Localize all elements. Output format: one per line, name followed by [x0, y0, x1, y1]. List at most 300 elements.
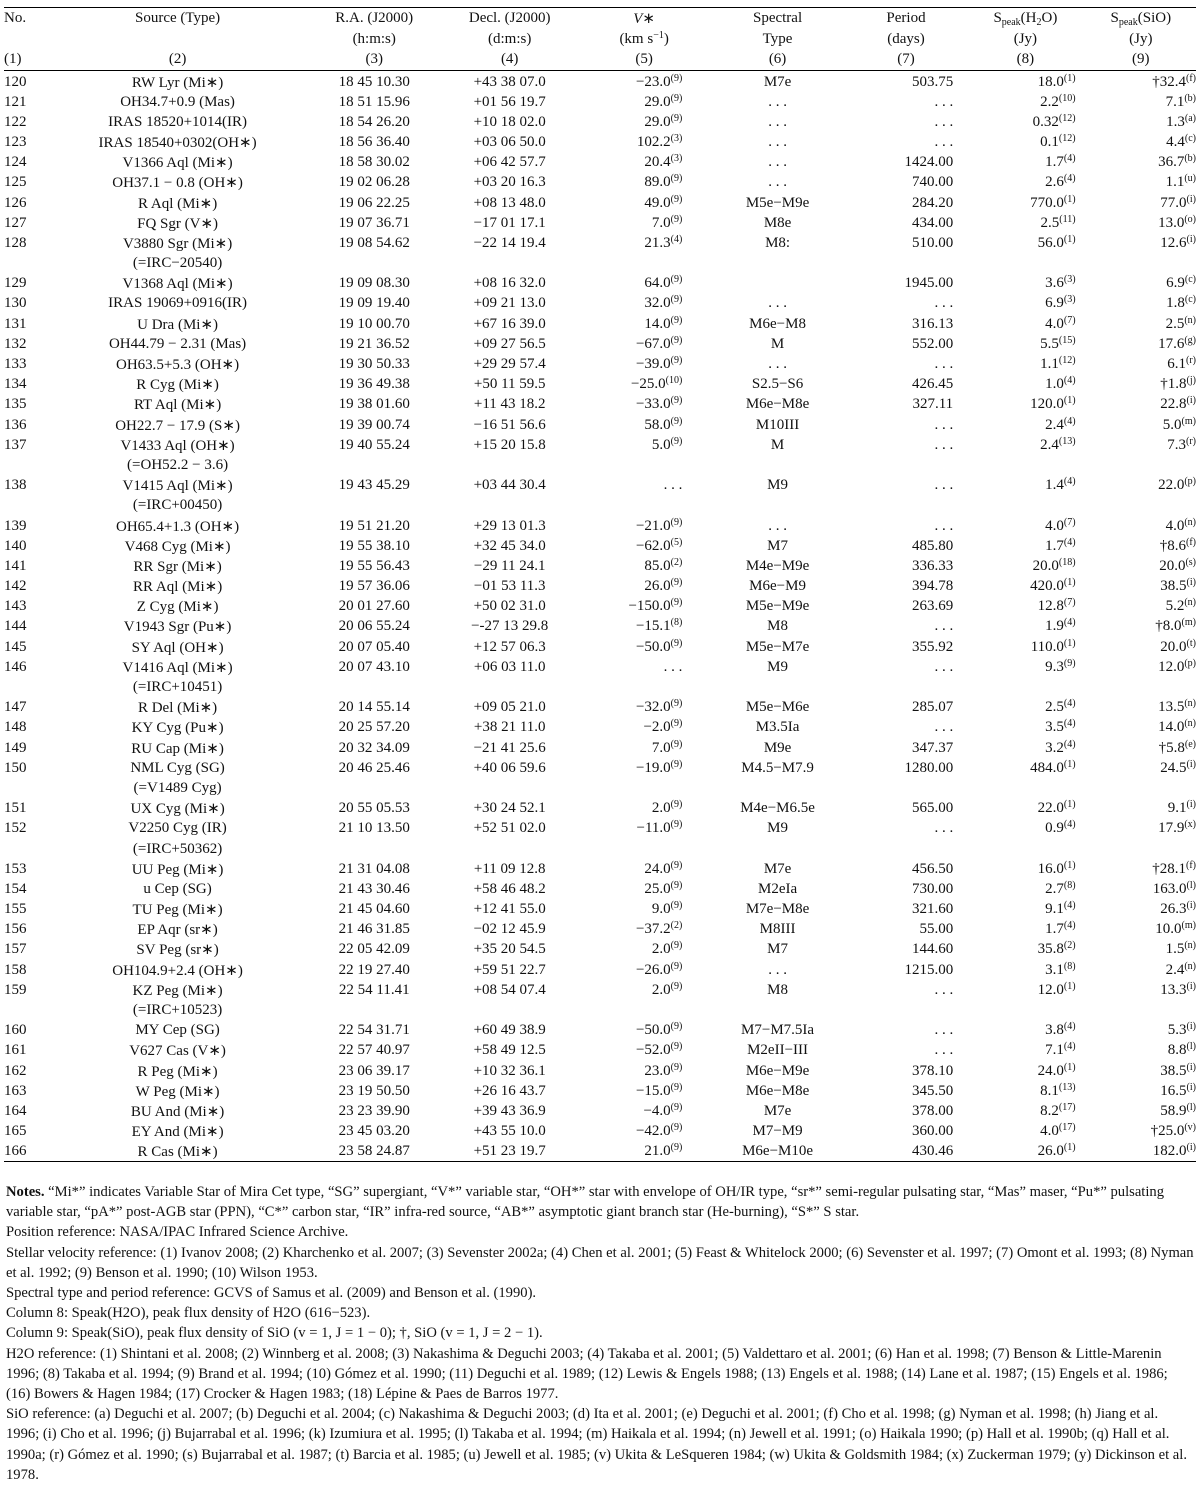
- cell-sio-flux: [1086, 778, 1196, 798]
- cell-number: [4, 213, 46, 233]
- cell-sio-flux: [1086, 455, 1196, 475]
- cell-dec-value: +58 46 48.2: [473, 880, 546, 897]
- cell-sio-flux-value: 6.1: [1167, 356, 1186, 373]
- cell-number: [4, 153, 46, 173]
- cell-period: [847, 496, 965, 516]
- cell-spectral-type-value: . . .: [768, 517, 787, 534]
- cell-h2o-flux-value: 5.5: [1040, 335, 1059, 352]
- cell-dec-value: +10 18 02.0: [473, 113, 546, 130]
- cell-sio-flux: [1086, 1000, 1196, 1020]
- cell-sio-flux-ref: (i): [1186, 1021, 1196, 1033]
- cell-velocity-ref: (9): [670, 355, 683, 367]
- cell-ra: [309, 314, 439, 334]
- cell-period-value: 1215.00: [904, 961, 954, 978]
- cell-source-value: V1943 Sgr (Pu∗): [123, 619, 232, 636]
- cell-h2o-flux-value: 1.1: [1040, 356, 1059, 373]
- cell-source-value: OH37.1 − 0.8 (OH∗): [112, 175, 243, 192]
- cell-number-value: 144: [4, 618, 27, 635]
- cell-h2o-flux: [965, 112, 1085, 132]
- cell-dec-value: −02 12 45.9: [473, 921, 546, 938]
- cell-period-value: 355.92: [911, 638, 954, 655]
- cell-number-value: 142: [4, 578, 27, 595]
- cell-source: [46, 496, 309, 516]
- cell-sio-flux: [1086, 415, 1196, 435]
- cell-ra-value: 19 39 00.74: [338, 416, 410, 433]
- cell-ra: [309, 213, 439, 233]
- cell-period: [847, 1101, 965, 1121]
- cell-sio-flux: [1086, 132, 1196, 152]
- cell-period-value: 327.11: [912, 396, 954, 413]
- cell-dec-value: +51 23 19.7: [473, 1143, 546, 1160]
- cell-sio-flux: [1086, 375, 1196, 395]
- cell-period-value: . . .: [934, 93, 954, 110]
- cell-dec: [439, 1142, 579, 1162]
- cell-source: [46, 1000, 309, 1020]
- table-row: [4, 637, 1196, 657]
- cell-dec: [439, 718, 579, 738]
- cell-source-value: SY Aql (OH∗): [131, 639, 224, 656]
- cell-dec: [439, 980, 579, 1000]
- cell-number: [4, 334, 46, 354]
- cell-number: [4, 1122, 46, 1142]
- cell-h2o-flux-ref: (17): [1058, 1122, 1076, 1134]
- table-row: [4, 839, 1196, 859]
- cell-dec-value: +03 06 50.0: [473, 133, 546, 150]
- maser-source-table: [4, 7, 1196, 1162]
- cell-ra: [309, 233, 439, 253]
- cell-dec: [439, 496, 579, 516]
- cell-number: [4, 112, 46, 132]
- cell-velocity-ref: (9): [670, 435, 683, 447]
- cell-dec: [439, 778, 579, 798]
- cell-sio-flux-ref: (f): [1186, 859, 1196, 871]
- cell-source: [46, 900, 309, 920]
- cell-h2o-flux: [965, 940, 1085, 960]
- cell-dec-value: +43 55 10.0: [473, 1123, 546, 1140]
- table-row: [4, 1041, 1196, 1061]
- cell-velocity-value: 21.0: [644, 1143, 671, 1160]
- cell-velocity: [580, 112, 708, 132]
- cell-h2o-flux: [965, 1000, 1085, 1020]
- cell-source-value: TU Peg (Mi∗): [132, 902, 223, 919]
- cell-ra: [309, 153, 439, 173]
- cell-ra-value: 23 23 39.90: [338, 1102, 410, 1119]
- cell-velocity-ref: (9): [670, 1081, 683, 1093]
- cell-ra: [309, 536, 439, 556]
- cell-source-value: V627 Cas (V∗): [129, 1043, 226, 1060]
- cell-ra: [309, 1081, 439, 1101]
- cell-spectral-type-value: . . .: [768, 154, 787, 171]
- cell-h2o-flux: [965, 294, 1085, 314]
- cell-source: [46, 71, 309, 93]
- cell-spectral-type: [708, 778, 846, 798]
- cell-ra-value: 19 57 36.06: [338, 578, 410, 595]
- cell-source-value: KY Cyg (Pu∗): [131, 720, 224, 737]
- cell-source-value: (=IRC+50362): [132, 840, 223, 857]
- cell-spectral-type-value: M8III: [759, 921, 796, 938]
- cell-number-value: 162: [4, 1062, 27, 1079]
- cell-period-value: 360.00: [911, 1123, 954, 1140]
- cell-dec-value: −17 01 17.1: [473, 214, 546, 231]
- cell-ra-value: 21 45 04.60: [338, 901, 410, 918]
- cell-velocity-value: −39.0: [635, 356, 671, 373]
- cell-velocity-value: 21.3: [644, 234, 671, 251]
- cell-sio-flux: [1086, 980, 1196, 1000]
- cell-sio-flux-ref: (m): [1181, 415, 1196, 427]
- col-number-4: (4): [500, 51, 519, 68]
- cell-h2o-flux-value: 484.0: [1030, 759, 1064, 776]
- cell-h2o-flux-ref: (17): [1058, 1101, 1076, 1113]
- cell-source: [46, 597, 309, 617]
- cell-velocity: [580, 556, 708, 576]
- cell-sio-flux-value: 5.0: [1162, 416, 1182, 433]
- cell-period: [847, 294, 965, 314]
- cell-velocity-ref: (9): [670, 213, 683, 225]
- cell-number-value: 132: [4, 335, 27, 352]
- cell-period-value: 144.60: [911, 941, 954, 958]
- cell-sio-flux-value: 26.3: [1160, 901, 1187, 918]
- cell-period-value: 316.13: [911, 315, 954, 332]
- cell-velocity: [580, 516, 708, 536]
- cell-dec: [439, 476, 579, 496]
- cell-sio-flux-ref: (e): [1184, 738, 1196, 750]
- cell-dec: [439, 274, 579, 294]
- cell-period-value: . . .: [934, 436, 954, 453]
- col-period-unit: (days): [887, 30, 925, 47]
- cell-ra: [309, 92, 439, 112]
- cell-number: [4, 657, 46, 677]
- cell-velocity-ref: (4): [670, 233, 683, 245]
- cell-dec-value: +03 20 16.3: [473, 174, 546, 191]
- table-row: [4, 395, 1196, 415]
- cell-spectral-type-value: M: [770, 335, 785, 352]
- cell-dec-value: +38 21 11.0: [473, 719, 546, 736]
- cell-sio-flux: [1086, 1081, 1196, 1101]
- cell-h2o-flux-value: 1.7: [1045, 921, 1064, 938]
- cell-source-value: EY And (Mi∗): [131, 1124, 224, 1141]
- cell-velocity-ref: (9): [670, 1061, 683, 1073]
- cell-source: [46, 334, 309, 354]
- cell-sio-flux-ref: (f): [1186, 536, 1196, 548]
- cell-velocity-ref: (9): [670, 173, 683, 185]
- cell-dec: [439, 556, 579, 576]
- table-row: [4, 193, 1196, 213]
- cell-sio-flux-ref: (g): [1184, 334, 1196, 346]
- cell-h2o-flux-value: 4.0: [1045, 315, 1064, 332]
- cell-number: [4, 980, 46, 1000]
- cell-period: [847, 132, 965, 152]
- cell-sio-flux: [1086, 193, 1196, 213]
- cell-sio-flux-value: †8.6: [1159, 537, 1186, 554]
- cell-period-value: 321.60: [911, 901, 954, 918]
- cell-sio-flux: [1086, 799, 1196, 819]
- cell-velocity-ref: (10): [665, 375, 683, 387]
- cell-velocity-ref: (9): [670, 516, 683, 528]
- cell-velocity-value: −50.0: [635, 638, 671, 655]
- cell-number-value: 156: [4, 921, 27, 938]
- cell-velocity: [580, 677, 708, 697]
- table-row: [4, 960, 1196, 980]
- cell-period-value: 263.69: [911, 598, 954, 615]
- cell-velocity: [580, 617, 708, 637]
- cell-period-value: . . .: [934, 133, 954, 150]
- cell-source: [46, 577, 309, 597]
- cell-spectral-type: [708, 92, 846, 112]
- cell-spectral-type: [708, 193, 846, 213]
- cell-period-value: . . .: [934, 618, 954, 635]
- cell-spectral-type-value: M9: [767, 820, 788, 837]
- cell-number: [4, 1041, 46, 1061]
- cell-number: [4, 637, 46, 657]
- cell-h2o-flux-ref: (4): [1063, 819, 1076, 831]
- cell-h2o-flux-value: 12.0: [1037, 981, 1064, 998]
- cell-source-value: W Peg (Mi∗): [135, 1083, 220, 1100]
- cell-sio-flux: [1086, 173, 1196, 193]
- cell-number-value: 152: [4, 820, 27, 837]
- cell-period: [847, 476, 965, 496]
- cell-h2o-flux: [965, 819, 1085, 839]
- cell-h2o-flux: [965, 395, 1085, 415]
- cell-source-value: u Cep (SG): [143, 880, 212, 897]
- table-row: [4, 132, 1196, 152]
- cell-velocity-ref: (9): [670, 637, 683, 649]
- cell-velocity: [580, 698, 708, 718]
- cell-ra-value: 20 07 43.10: [338, 658, 410, 675]
- cell-spectral-type-value: M6e−M9: [749, 578, 806, 595]
- cell-number: [4, 758, 46, 778]
- cell-h2o-flux-value: 2.5: [1040, 214, 1060, 231]
- cell-ra: [309, 900, 439, 920]
- cell-h2o-flux: [965, 799, 1085, 819]
- cell-velocity: [580, 1061, 708, 1081]
- cell-spectral-type-value: M8:: [765, 234, 791, 251]
- cell-velocity-value: −4.0: [643, 1102, 671, 1119]
- cell-source-value: RR Aql (Mi∗): [132, 579, 223, 596]
- cell-dec: [439, 112, 579, 132]
- cell-dec: [439, 71, 579, 93]
- cell-number-value: 160: [4, 1022, 27, 1039]
- cell-dec: [439, 960, 579, 980]
- cell-ra: [309, 738, 439, 758]
- cell-velocity: [580, 455, 708, 475]
- cell-dec-value: +06 42 57.7: [473, 154, 546, 171]
- table-row: [4, 536, 1196, 556]
- cell-h2o-flux: [965, 71, 1085, 93]
- cell-h2o-flux-value: 2.4: [1040, 436, 1059, 453]
- cell-velocity-ref: (9): [670, 879, 683, 891]
- cell-period-value: . . .: [934, 416, 954, 433]
- cell-velocity: [580, 738, 708, 758]
- table-notes: [6, 1182, 1194, 1485]
- cell-sio-flux-value: 5.3: [1167, 1022, 1187, 1039]
- cell-h2o-flux: [965, 1041, 1085, 1061]
- cell-h2o-flux: [965, 698, 1085, 718]
- cell-number-value: 120: [4, 74, 27, 90]
- cell-spectral-type: [708, 900, 846, 920]
- cell-h2o-flux-ref: (1): [1063, 1061, 1076, 1073]
- cell-source-value: R Del (Mi∗): [137, 700, 218, 717]
- cell-sio-flux-ref: (n): [1184, 960, 1196, 972]
- cell-velocity: [580, 354, 708, 374]
- cell-dec: [439, 758, 579, 778]
- cell-sio-flux-ref: (x): [1184, 819, 1196, 831]
- cell-sio-flux-ref: (i): [1186, 577, 1196, 589]
- cell-ra: [309, 476, 439, 496]
- cell-spectral-type-value: M8e: [763, 214, 792, 231]
- cell-period-value: . . .: [934, 477, 954, 494]
- cell-velocity-ref: (9): [670, 1101, 683, 1113]
- cell-h2o-flux-value: 0.1: [1040, 133, 1059, 150]
- cell-ra: [309, 698, 439, 718]
- cell-h2o-flux-value: 4.0: [1040, 1123, 1059, 1140]
- cell-spectral-type: [708, 698, 846, 718]
- cell-ra: [309, 758, 439, 778]
- col-number-8: (8): [1016, 51, 1035, 68]
- cell-period-value: . . .: [934, 820, 954, 837]
- table-row: [4, 758, 1196, 778]
- cell-h2o-flux-ref: (15): [1058, 334, 1076, 346]
- cell-sio-flux: [1086, 334, 1196, 354]
- cell-sio-flux: [1086, 617, 1196, 637]
- cell-spectral-type-value: M9: [767, 658, 788, 675]
- cell-velocity-ref: (9): [670, 738, 683, 750]
- cell-dec-value: −16 51 56.6: [473, 416, 546, 433]
- cell-period-value: 740.00: [911, 174, 954, 191]
- cell-velocity-value: −37.2: [635, 921, 671, 938]
- cell-dec: [439, 92, 579, 112]
- cell-spectral-type: [708, 132, 846, 152]
- cell-velocity-ref: (8): [670, 617, 683, 629]
- cell-spectral-type: [708, 173, 846, 193]
- cell-sio-flux-value: 20.0: [1159, 557, 1186, 574]
- cell-ra: [309, 334, 439, 354]
- cell-dec: [439, 1081, 579, 1101]
- cell-h2o-flux: [965, 577, 1085, 597]
- notes-h2o-references: H2O reference: (1) Shintani et al. 2008; (2) Winnberg et al. 2008; (3) Nakashima & Deguchi 2003; (4) Takaba et al. 2001; (5) Valdettaro et al. 2001; (6) Han et al. 1998; (7) Benson & Little-Marenin 1996; (8) Takaba et al. 1994; (9) Brand et al. 1994; (10) Gómez et al. 1990; (11) Deguchi et al. 1989; (12) Lewis & Engels 1988; (13) Engels et al. 1988; (14) Lane et al. 1987; (15) Engels et al. 1986; (16) Bowers & Hagen 1984; (17) Crocker & Hagen 1983; (18) Lépine & Paes de Barros 1977.: [6, 1345, 1168, 1403]
- cell-velocity-ref: (9): [670, 193, 683, 205]
- cell-source: [46, 960, 309, 980]
- cell-sio-flux-ref: (a): [1184, 112, 1196, 124]
- cell-sio-flux-value: 58.9: [1160, 1102, 1187, 1119]
- col-number-5: (5): [635, 51, 653, 68]
- cell-number: [4, 233, 46, 253]
- cell-period-value: 1945.00: [904, 275, 954, 292]
- cell-period: [847, 354, 965, 374]
- cell-spectral-type-value: M7e: [763, 1102, 792, 1119]
- table-row: [4, 819, 1196, 839]
- cell-spectral-type-value: M: [770, 436, 785, 453]
- cell-ra-value: 21 43 30.46: [338, 880, 410, 897]
- cell-velocity-value: −15.0: [635, 1082, 671, 1099]
- cell-velocity-ref: (9): [670, 698, 683, 710]
- cell-velocity: [580, 213, 708, 233]
- cell-h2o-flux-ref: (13): [1058, 435, 1076, 447]
- cell-h2o-flux-value: 3.8: [1045, 1022, 1064, 1039]
- cell-number: [4, 879, 46, 899]
- cell-period: [847, 617, 965, 637]
- cell-dec-value: +08 16 32.0: [473, 275, 546, 292]
- cell-ra-value: 18 54 26.20: [338, 113, 410, 130]
- cell-sio-flux-ref: (n): [1184, 940, 1196, 952]
- cell-spectral-type-value: M9: [767, 477, 788, 494]
- cell-sio-flux-ref: (i): [1186, 1081, 1196, 1093]
- cell-spectral-type: [708, 960, 846, 980]
- cell-ra: [309, 1101, 439, 1121]
- cell-spectral-type: [708, 1101, 846, 1121]
- cell-source: [46, 435, 309, 455]
- cell-sio-flux: [1086, 900, 1196, 920]
- table-row: [4, 718, 1196, 738]
- table-row: [4, 1101, 1196, 1121]
- cell-ra-value: 22 19 27.40: [338, 961, 410, 978]
- table-row: [4, 476, 1196, 496]
- cell-ra-value: 23 19 50.50: [338, 1082, 410, 1099]
- cell-sio-flux-value: 7.1: [1165, 93, 1185, 110]
- cell-number-value: 131: [4, 315, 27, 332]
- cell-number-value: 129: [4, 275, 27, 292]
- cell-period-value: 1280.00: [904, 759, 954, 776]
- cell-ra: [309, 1061, 439, 1081]
- cell-h2o-flux-value: 2.4: [1045, 416, 1064, 433]
- cell-source-value: IRAS 18540+0302(OH∗): [98, 134, 257, 151]
- cell-ra-value: 18 58 30.02: [338, 154, 410, 171]
- cell-number: [4, 698, 46, 718]
- table-row: [4, 455, 1196, 475]
- table-row: [4, 597, 1196, 617]
- cell-h2o-flux-value: 1.9: [1045, 618, 1064, 635]
- cell-number: [4, 778, 46, 798]
- cell-ra: [309, 1122, 439, 1142]
- cell-velocity: [580, 799, 708, 819]
- cell-sio-flux-ref: (n): [1184, 516, 1196, 528]
- cell-source-value: NML Cyg (SG): [130, 759, 225, 776]
- cell-ra: [309, 577, 439, 597]
- cell-period-value: 456.50: [911, 860, 954, 877]
- cell-ra-value: 19 09 19.40: [338, 295, 410, 312]
- cell-source-value: V468 Cyg (Mi∗): [124, 538, 231, 555]
- cell-source: [46, 920, 309, 940]
- cell-velocity: [580, 233, 708, 253]
- cell-source: [46, 738, 309, 758]
- col-number-7: (7): [897, 51, 915, 68]
- cell-velocity-value: 24.0: [644, 860, 671, 877]
- cell-number: [4, 617, 46, 637]
- cell-sio-flux-value: 22.8: [1160, 396, 1187, 413]
- cell-spectral-type-value: M7e−M8e: [745, 901, 810, 918]
- cell-number: [4, 799, 46, 819]
- cell-velocity: [580, 496, 708, 516]
- cell-spectral-type: [708, 354, 846, 374]
- cell-number: [4, 132, 46, 152]
- cell-sio-flux-value: 12.0: [1158, 658, 1185, 675]
- cell-ra: [309, 132, 439, 152]
- cell-spectral-type-value: M4e−M9e: [745, 557, 810, 574]
- cell-number: [4, 577, 46, 597]
- notes-spectral: Spectral type and period reference: GCVS of Samus et al. (2009) and Benson et al. (1990).: [6, 1285, 537, 1302]
- cell-spectral-type-value: M5e−M6e: [745, 699, 810, 716]
- cell-sio-flux-ref: (n): [1184, 314, 1196, 326]
- cell-spectral-type-value: M5e−M9e: [745, 194, 810, 211]
- cell-dec: [439, 1021, 579, 1041]
- cell-h2o-flux: [965, 496, 1085, 516]
- cell-spectral-type: [708, 637, 846, 657]
- cell-velocity: [580, 657, 708, 677]
- cell-source-value: OH44.79 − 2.31 (Mas): [108, 335, 247, 352]
- cell-sio-flux: [1086, 657, 1196, 677]
- cell-sio-flux-ref: (i): [1186, 799, 1196, 811]
- cell-number-value: 141: [4, 557, 27, 574]
- cell-spectral-type-value: . . .: [768, 295, 787, 312]
